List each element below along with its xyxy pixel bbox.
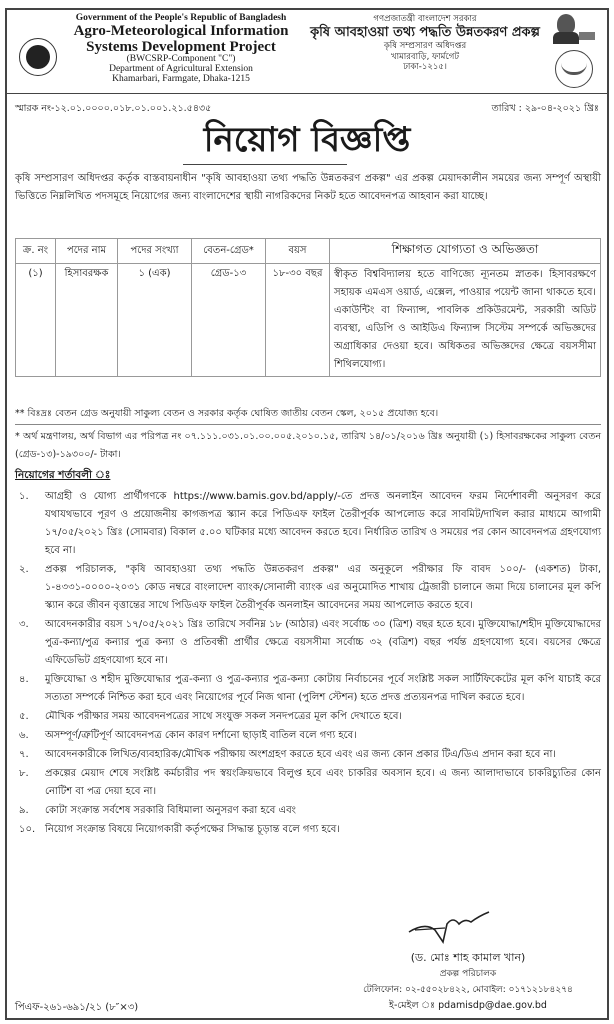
letterhead-bangla: [305, 10, 607, 94]
col-qualification: শিক্ষাগত যোগ্যতা ও অভিজ্ঞতা: [330, 239, 601, 264]
signatory-designation: প্রকল্প পরিচালক: [439, 969, 497, 979]
condition-item: ২. প্রকল্প পরিচালক, "কৃষি আবহাওয়া তথ্য পদ্ধতি উন্নতকরণ প্রকল্প" এর অনুকূলে পরীক্ষার ফি বাবদ ১০০/- (একশত) টাকা, ১-৪৩৩১-০০০০-২০৩১ কোড নম্বরে বাংলাদেশ ব্যাংক/সোনালী ব্যাংক এর অনুমোদিত শাখায় ট্রেজারী চালানে জমা দিয়ে চালানের মূল কপি স্ক্যান করে জীবন বৃত্তান্তের সাথে পিডিএফ ফাইল তৈরীপূর্বক অনলাইন আবেদনের সময় আপলোড করতে হবে।: [19, 564, 601, 611]
cell-grade: গ্রেড-১৩: [192, 264, 266, 377]
col-age: বয়স: [266, 239, 330, 264]
memo-number: স্মারক নং-১২.০১.০০০০.০১৮.০১.০০১.২১.৫৪৩৫: [15, 103, 212, 114]
gov-name-en: Government of the People's Republic of Bangladesh: [75, 13, 287, 23]
cell-age: ১৮-৩০ বছর: [266, 264, 330, 377]
col-serial: ক্র. নং: [16, 239, 56, 264]
conditions-title: নিয়োগের শর্তাবলী ঃ: [15, 469, 111, 481]
signatory-email: ই-মেইল ঃ pdamisdp@dae.gov.bd: [389, 1000, 547, 1011]
signatory-block: [337, 950, 599, 1014]
letterhead: [7, 10, 607, 94]
title-underline: [183, 164, 347, 165]
address-en: Khamarbari, Farmgate, Dhaka-1215: [112, 74, 250, 85]
signature-icon: [405, 908, 495, 944]
posts-table: [15, 238, 601, 377]
condition-item: ৬. অসম্পূর্ণ/ত্রুটিপূর্ণ আবেদনপত্র কোন কারণ দর্শানো ছাড়াই বাতিল বলে গণ্য হবে।: [19, 730, 357, 741]
publication-ref-code: পিএফ-২৬১-৬৯১/২১ (৮″×৩): [15, 1002, 139, 1013]
condition-item: ৯. কোটা সংক্রান্ত সর্বশেষ সরকারি বিধিমালা অনুসরণ করা হবে এবং: [19, 805, 296, 816]
col-grade: বেতন-গ্রেড*: [192, 239, 266, 264]
project-seal-icon: [555, 50, 593, 88]
signatory-contact: টেলিফোন: ০২-৫৫০২৮৪২২, মোবাইল: ০১৭১২১৮৪২৭৪: [363, 985, 573, 995]
condition-item: ৭. আবেদনকারীকে লিখিত/ব্যবহারিক/মৌখিক পরীক্ষায় অংশগ্রহণ করতে হবে এবং এর জন্য কোন প্রকার টিএ/ডিএ প্রদান করা হবে না।: [19, 749, 556, 760]
table-header-row: [16, 239, 601, 264]
cell-post-count: ১ (এক): [118, 264, 192, 377]
project-name-en-line2: Systems Development Project: [86, 38, 276, 55]
address-bn-2: ঢাকা-১২১৫।: [403, 62, 447, 73]
signatory-name: (ড. মোঃ শাহ কামাল খান): [410, 951, 526, 964]
cell-qualification: স্বীকৃত বিশ্ববিদ্যালয় হতে বাণিজ্যে ন্যূনতম স্নাতক। হিসাবরক্ষণে সহায়ক এমএস ওয়ার্ড, এক্সেল, পাওয়ার পয়েন্ট জানা থাকতে হবে। একাউন্টিং বা ফিন্যান্স, পাবলিক প্রকিউরমেন্ট, সরকারী অডিট ব্যবস্থা, এডিপি ও আইডিএ ফিন্যান্স সিস্টেম সম্পর্কে অভিজ্ঞদের অগ্রাধিকার দেওয়া হবে। অধিকতর অভিজ্ঞদের ক্ষেত্রে বয়সসীমা শিথিলযোগ্য।: [330, 264, 601, 377]
project-name-en-line1: Agro-Meteorological Information: [73, 22, 289, 39]
component-label: (BWCSRP-Component "C"): [126, 54, 236, 65]
condition-item: ১. আগ্রহী ও যোগ্য প্রার্থীগণকে https://www.bamis.gov.bd/apply/-তে প্রদত্ত অনলাইন আবেদন ফরম নির্দেশাবলী অনুসরণ করে যথাযথভাবে পূরণ ও প্রয়োজনীয় কাগজপত্র স্ক্যান করে পিডিএফ ফাইল তৈরীপূর্বক আপলোড করে সাবমিট/দাখিল করার মাধ্যমে আগামী ১৭/০৫/২০২১ খ্রিঃ (সোমবার) বিকাল ৫.০০ ঘটিকার মধ্যে আবেদন করতে হবে। নির্ধারিত তারিখ ও সময়ের পর কোন আবেদনপত্র গ্রহণযোগ্য হবে না।: [19, 491, 601, 556]
department-en: Department of Agricultural Extension: [109, 64, 253, 75]
notice-frame: [5, 8, 609, 1020]
project-name-bn: কৃষি আবহাওয়া তথ্য পদ্ধতি উন্নতকরণ প্রকল্প: [310, 24, 540, 40]
condition-item: ১০. নিয়োগ সংক্রান্ত বিষয়ে নিয়োগকারী কর্তৃপক্ষের সিদ্ধান্ত চূড়ান্ত বলে গণ্য হবে।: [19, 824, 340, 835]
col-post-name: পদের নাম: [56, 239, 118, 264]
circular-note: * অর্থ মন্ত্রণালয়, অর্থ বিভাগ এর পরিপত্র নং ০৭.১১১.০৩১.০১.০০.০০৫.২০১০.১৫, তারিখ ১৪/০১/২০১৬ খ্রিঃ অনুযায়ী (১) হিসাবরক্ষকের সাকুল্য বেতন (গ্রেড-১৩)-১৯৩০০/- টাকা।: [15, 431, 601, 460]
intro-paragraph: কৃষি সম্প্রসারণ অধিদপ্তর কর্তৃক বাস্তবায়নাধীন "কৃষি আবহাওয়া তথ্য পদ্ধতি উন্নতকরণ প্রকল্প" এর প্রকল্প মেয়াদকালীন সময়ের জন্য সম্পূর্ণ অস্থায়ী ভিত্তিতে নিম্নলিখিত পদসমূহে নিয়োগের জন্য বাংলাদেশের স্থায়ী নাগরিকদের নিকট হতে আবেদনপত্র আহবান করা যাচ্ছে।: [15, 173, 601, 202]
cell-post-name: হিসাবরক্ষক: [56, 264, 118, 377]
address-bn-1: খামারবাড়ি, ফার্মগেট: [390, 51, 460, 62]
table-row: [16, 264, 601, 377]
cell-serial: (১): [16, 264, 56, 377]
condition-item: ৮. প্রকল্পের মেয়াদ শেষে সংশ্লিষ্ট কর্মচারীর পদ স্বয়ংক্রিয়ভাবে বিলুপ্ত হবে এবং চাকরির অবসান হবে। এ জন্য আলাদাভাবে চাকরিচ্যুতির কোন নোটিশ বা পত্র দেয়া হবে না।: [19, 768, 601, 797]
notice-title: নিয়োগ বিজ্ঞপ্তি: [203, 120, 411, 160]
letterhead-english: [7, 10, 305, 94]
condition-item: ৫. মৌখিক পরীক্ষার সময় আবেদনপত্রের সাথে সংযুক্ত সকল সনদপত্রের মূল কপি দেখাতে হবে।: [19, 711, 402, 722]
pay-scale-note: ** বিঃদ্রঃ বেতন গ্রেড অনুযায়ী সাকুল্য বেতন ও সরকার কর্তৃক ঘোষিত জাতীয় বেতন স্কেল, ২০১৫ প্রযোজ্য হবে।: [15, 406, 601, 425]
col-post-count: পদের সংখ্যা: [118, 239, 192, 264]
condition-item: ৪. মুক্তিযোদ্ধা ও শহীদ মুক্তিযোদ্ধার পুত্র-কন্যা ও পুত্র-কন্যার পুত্র-কন্যা কোটায় নির্বাচনের পূর্বে সংশ্লিষ্ট সকল সার্টিফিকেটের মূল কপি যাচাই করে সত্যতা সম্পর্কে নিশ্চিত করা হবে এবং নিয়োগের পূর্বে নিজ থানা (পুলিশ স্টেশন) হতে প্রদত্ত প্রত্যয়নপত্র দাখিল করতে হবে।: [19, 674, 601, 703]
portrait-emblem-icon: [551, 14, 595, 44]
department-bn: কৃষি সম্প্রসারণ অধিদপ্তর: [383, 40, 467, 51]
government-seal-icon: [19, 38, 57, 76]
memo-date: তারিখ : ২৯-০৪-২০২১ খ্রিঃ: [491, 103, 599, 114]
condition-item: ৩. আবেদনকারীর বয়স ১৭/০৫/২০২১ খ্রিঃ তারিখে সর্বনিম্ন ১৮ (আঠার) এবং সর্বোচ্চ ৩০ (ত্রিশ) বছর হতে হবে। মুক্তিযোদ্ধা/শহীদ মুক্তিযোদ্ধাদের পুত্র-কন্যা/পুত্র কন্যার পুত্র কন্যা ও প্রতিবন্ধী প্রার্থীর ক্ষেত্রে বয়সসীমা সর্বোচ্চ ৩২ (বত্রিশ) বছর পর্যন্ত গ্রহণযোগ্য হবে। বয়সের ক্ষেত্রে এফিডেভিট গ্রহণযোগ্য হবে না।: [19, 619, 601, 666]
conditions-list: [15, 488, 601, 840]
gov-name-bn: গণপ্রজাতন্ত্রী বাংলাদেশ সরকার: [373, 14, 477, 24]
